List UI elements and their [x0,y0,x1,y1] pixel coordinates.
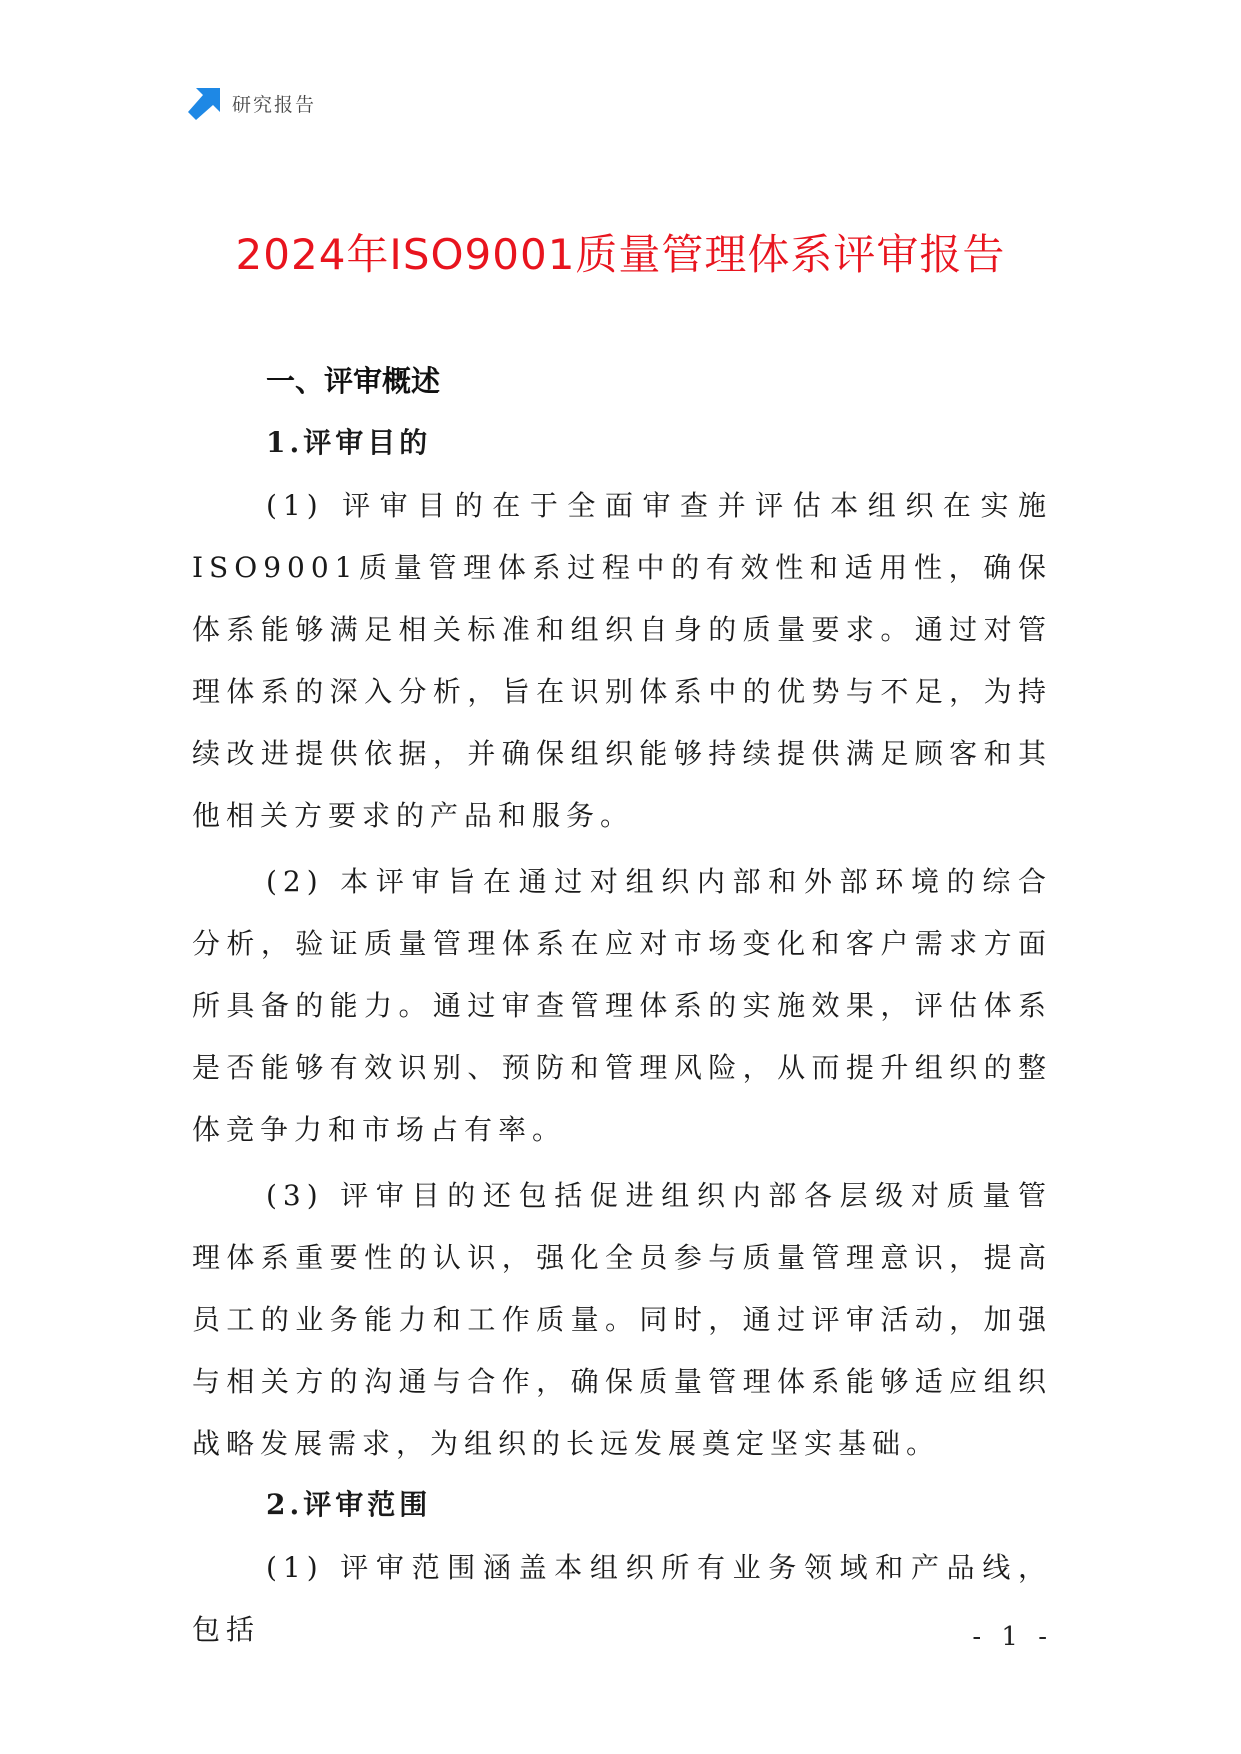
subsection-heading: 1.评审目的 [266,426,432,459]
subsection-heading: 2.评审范围 [266,1488,432,1521]
paragraph: (1) 评审目的在于全面审查并评估本组织在实施ISO9001质量管理体系过程中的有效性和适用性，确保体系能够满足相关标准和组织自身的质量要求。通过对管理体系的深入分析，旨在识别体系中的优势与不足，为持续改进提供依据，并确保组织能够持续提供满足顾客和其他相关方要求的产品和服务。 [192,489,1052,832]
paragraph: (2) 本评审旨在通过对组织内部和外部环境的综合分析，验证质量管理体系在应对市场变化和客户需求方面所具备的能力。通过审查管理体系的实施效果，评估体系是否能够有效识别、预防和管理风险，从而提升组织的整体竞争力和市场占有率。 [192,865,1052,1146]
paragraph: (3) 评审目的还包括促进组织内部各层级对质量管理体系重要性的认识，强化全员参与质量管理意识，提高员工的业务能力和工作质量。同时，通过评审活动，加强与相关方的沟通与合作，确保质量管理体系能够适应组织战略发展需求，为组织的长远发展奠定坚实基础。 [192,1179,1052,1460]
document-body [192,355,1052,1665]
page-number: - 1 - [972,1622,1053,1652]
document-title: 2024年ISO9001质量管理体系评审报告 [235,230,1006,279]
page-header [188,86,316,120]
header-label: 研究报告 [232,93,317,116]
section-heading: 一、评审概述 [266,364,441,398]
arrow-up-right-icon [188,86,222,120]
paragraph: (1) 评审范围涵盖本组织所有业务领域和产品线，包括 [192,1551,1052,1646]
